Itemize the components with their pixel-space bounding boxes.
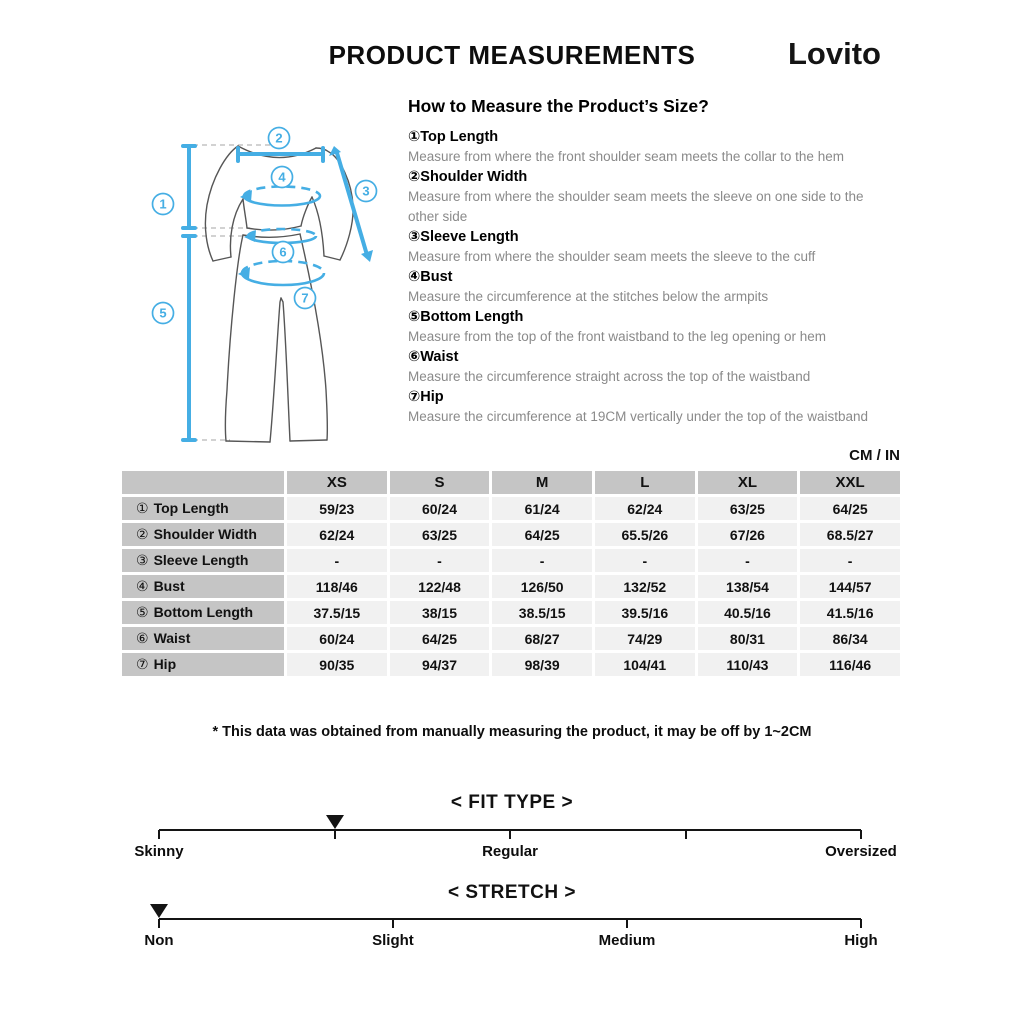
item-label: Top Length (420, 129, 499, 145)
measurement-cell: - (390, 549, 490, 572)
row-number: ⑤ (136, 604, 149, 620)
callout-6: 6 (279, 244, 287, 260)
row-label-text: Waist (153, 630, 191, 646)
row-label (122, 523, 284, 546)
measurement-cell: 64/25 (800, 497, 900, 520)
measurement-cell: 110/43 (698, 653, 798, 676)
row-label-text: Bust (153, 578, 185, 594)
row-number: ④ (136, 578, 149, 594)
item-number: ④ (408, 269, 421, 285)
measurement-cell: 68.5/27 (800, 523, 900, 546)
stretch-label-medium: Medium (598, 932, 656, 949)
stretch-tick (860, 919, 862, 928)
stretch-label-slight: Slight (372, 932, 414, 949)
measurement-cell: 132/52 (595, 575, 695, 598)
measurement-cell: 98/39 (492, 653, 592, 676)
guide-lines (184, 145, 280, 440)
row-label-text: Hip (153, 656, 177, 672)
size-column-header: XXL (800, 471, 900, 494)
row-number: ⑦ (136, 656, 149, 672)
row-label-text: Bottom Length (153, 604, 254, 620)
measure-item-desc: Measure the circumference straight across the top of the waistband (408, 369, 811, 384)
measure-item-desc: Measure from where the shoulder seam meets the sleeve to the cuff (408, 249, 816, 264)
callout-badges (153, 128, 377, 324)
fit-type-title: < FIT TYPE > (450, 792, 574, 813)
measure-item-heading (408, 387, 904, 407)
how-to-measure-section (408, 96, 904, 427)
measurement-cell: 74/29 (595, 627, 695, 650)
measurement-cell: 60/24 (287, 627, 387, 650)
row-label (122, 653, 284, 676)
row-label-text: Sleeve Length (153, 552, 249, 568)
size-table-header-row (122, 471, 900, 494)
callout-1: 1 (159, 196, 167, 212)
measurement-cell: - (800, 549, 900, 572)
table-corner-cell (122, 471, 284, 494)
row-number: ⑥ (136, 630, 149, 646)
measurement-cell: - (698, 549, 798, 572)
table-row (122, 497, 900, 520)
row-label (122, 497, 284, 520)
measure-item-heading (408, 347, 904, 367)
measure-item-heading (408, 227, 904, 247)
fit-type-label-skinny: Skinny (134, 843, 184, 860)
measurement-cell: 64/25 (492, 523, 592, 546)
brand-logo: Lovito (788, 36, 881, 71)
measurement-cell: 38/15 (390, 601, 490, 624)
measurement-cell: 40.5/16 (698, 601, 798, 624)
measurement-cell: - (492, 549, 592, 572)
callout-4: 4 (278, 169, 286, 185)
row-label (122, 601, 284, 624)
fit-type-scale (134, 815, 897, 867)
row-label (122, 549, 284, 572)
measurement-cell: 60/24 (390, 497, 490, 520)
measurement-marks (183, 146, 373, 440)
callout-5: 5 (159, 305, 167, 321)
size-column-header: L (595, 471, 695, 494)
measurement-cell: 86/34 (800, 627, 900, 650)
item-label: Waist (420, 349, 459, 365)
fit-type-tick (334, 830, 336, 839)
measurement-cell: 90/35 (287, 653, 387, 676)
fit-type-marker-icon (326, 815, 344, 829)
stretch-tick (626, 919, 628, 928)
measurement-cell: 37.5/15 (287, 601, 387, 624)
fit-type-tick (685, 830, 687, 839)
measurement-cell: 68/27 (492, 627, 592, 650)
stretch-tick (392, 919, 394, 928)
measurement-cell: - (595, 549, 695, 572)
table-row (122, 627, 900, 650)
measurement-cell: 39.5/16 (595, 601, 695, 624)
row-number: ① (136, 500, 149, 516)
measurement-cell: 138/54 (698, 575, 798, 598)
item-number: ③ (408, 229, 421, 245)
measurement-disclaimer: * This data was obtained from manually measuring the product, it may be off by 1~2CM (212, 724, 812, 740)
row-number: ② (136, 526, 149, 542)
fit-type-tick (509, 830, 511, 839)
stretch-axis (159, 918, 861, 920)
fit-type-tick (860, 830, 862, 839)
measurement-cell: 67/26 (698, 523, 798, 546)
measurement-cell: 118/46 (287, 575, 387, 598)
measure-item-heading (408, 127, 904, 147)
how-to-measure-title: How to Measure the Product’s Size? (408, 96, 709, 116)
measurement-cell: 126/50 (492, 575, 592, 598)
row-label-text: Shoulder Width (153, 526, 257, 542)
fit-type-tick (158, 830, 160, 839)
stretch-marker-icon (150, 904, 168, 918)
page-title: PRODUCT MEASUREMENTS (328, 40, 696, 70)
callout-3: 3 (362, 183, 370, 199)
item-label: Bust (420, 269, 453, 285)
item-number: ⑤ (408, 309, 421, 325)
size-column-header: M (492, 471, 592, 494)
stretch-tick (158, 919, 160, 928)
garment-outline (205, 146, 353, 442)
measurement-cell: 61/24 (492, 497, 592, 520)
table-row (122, 549, 900, 572)
measurement-cell: 63/25 (698, 497, 798, 520)
measurement-cell: 62/24 (287, 523, 387, 546)
measurement-cell: 144/57 (800, 575, 900, 598)
measurement-cell: 38.5/15 (492, 601, 592, 624)
garment-measurement-diagram (130, 110, 410, 470)
item-number: ② (408, 169, 421, 185)
size-column-header: XS (287, 471, 387, 494)
item-label: Shoulder Width (420, 169, 528, 185)
units-label: CM / IN (849, 447, 900, 464)
row-label-text: Top Length (153, 500, 229, 516)
size-table (119, 468, 903, 679)
table-row (122, 523, 900, 546)
stretch-scale (144, 904, 878, 956)
item-number: ⑦ (408, 389, 421, 405)
measurement-cell: 63/25 (390, 523, 490, 546)
measurement-cell: 41.5/16 (800, 601, 900, 624)
size-column-header: XL (698, 471, 798, 494)
fit-type-label-regular: Regular (482, 843, 538, 860)
measure-item-desc: Measure the circumference at 19CM vertically under the top of the waistband (408, 409, 868, 424)
measure-item-desc: Measure from the top of the front waistband to the leg opening or hem (408, 329, 826, 344)
measurement-cell: 94/37 (390, 653, 490, 676)
callout-2: 2 (275, 130, 283, 146)
size-column-header: S (390, 471, 490, 494)
measurement-cell: 116/46 (800, 653, 900, 676)
row-number: ③ (136, 552, 149, 568)
stretch-label-high: High (844, 932, 878, 949)
measure-item-heading (408, 307, 904, 327)
item-number: ⑥ (408, 349, 421, 365)
measurement-cell: 62/24 (595, 497, 695, 520)
measure-item-heading (408, 267, 904, 287)
measure-item-desc: Measure from where the front shoulder seam meets the collar to the hem (408, 149, 844, 164)
measurement-cell: 122/48 (390, 575, 490, 598)
measurement-cell: 104/41 (595, 653, 695, 676)
item-number: ① (408, 129, 421, 145)
callout-7: 7 (301, 290, 309, 306)
table-row (122, 601, 900, 624)
measure-item-heading (408, 167, 904, 187)
measure-item-desc: Measure from where the shoulder seam meets the sleeve on one side to the other side (408, 189, 864, 224)
row-label (122, 575, 284, 598)
fit-type-label-oversized: Oversized (825, 843, 897, 860)
measurement-cell: 80/31 (698, 627, 798, 650)
stretch-label-non: Non (144, 932, 174, 949)
item-label: Hip (420, 389, 444, 405)
item-label: Bottom Length (420, 309, 524, 325)
stretch-title: < STRETCH > (448, 882, 576, 903)
measurement-cell: 65.5/26 (595, 523, 695, 546)
item-label: Sleeve Length (420, 229, 519, 245)
measurement-cell: 59/23 (287, 497, 387, 520)
table-row (122, 653, 900, 676)
measurement-cell: - (287, 549, 387, 572)
measurement-cell: 64/25 (390, 627, 490, 650)
measure-item-desc: Measure the circumference at the stitches below the armpits (408, 289, 769, 304)
row-label (122, 627, 284, 650)
table-row (122, 575, 900, 598)
